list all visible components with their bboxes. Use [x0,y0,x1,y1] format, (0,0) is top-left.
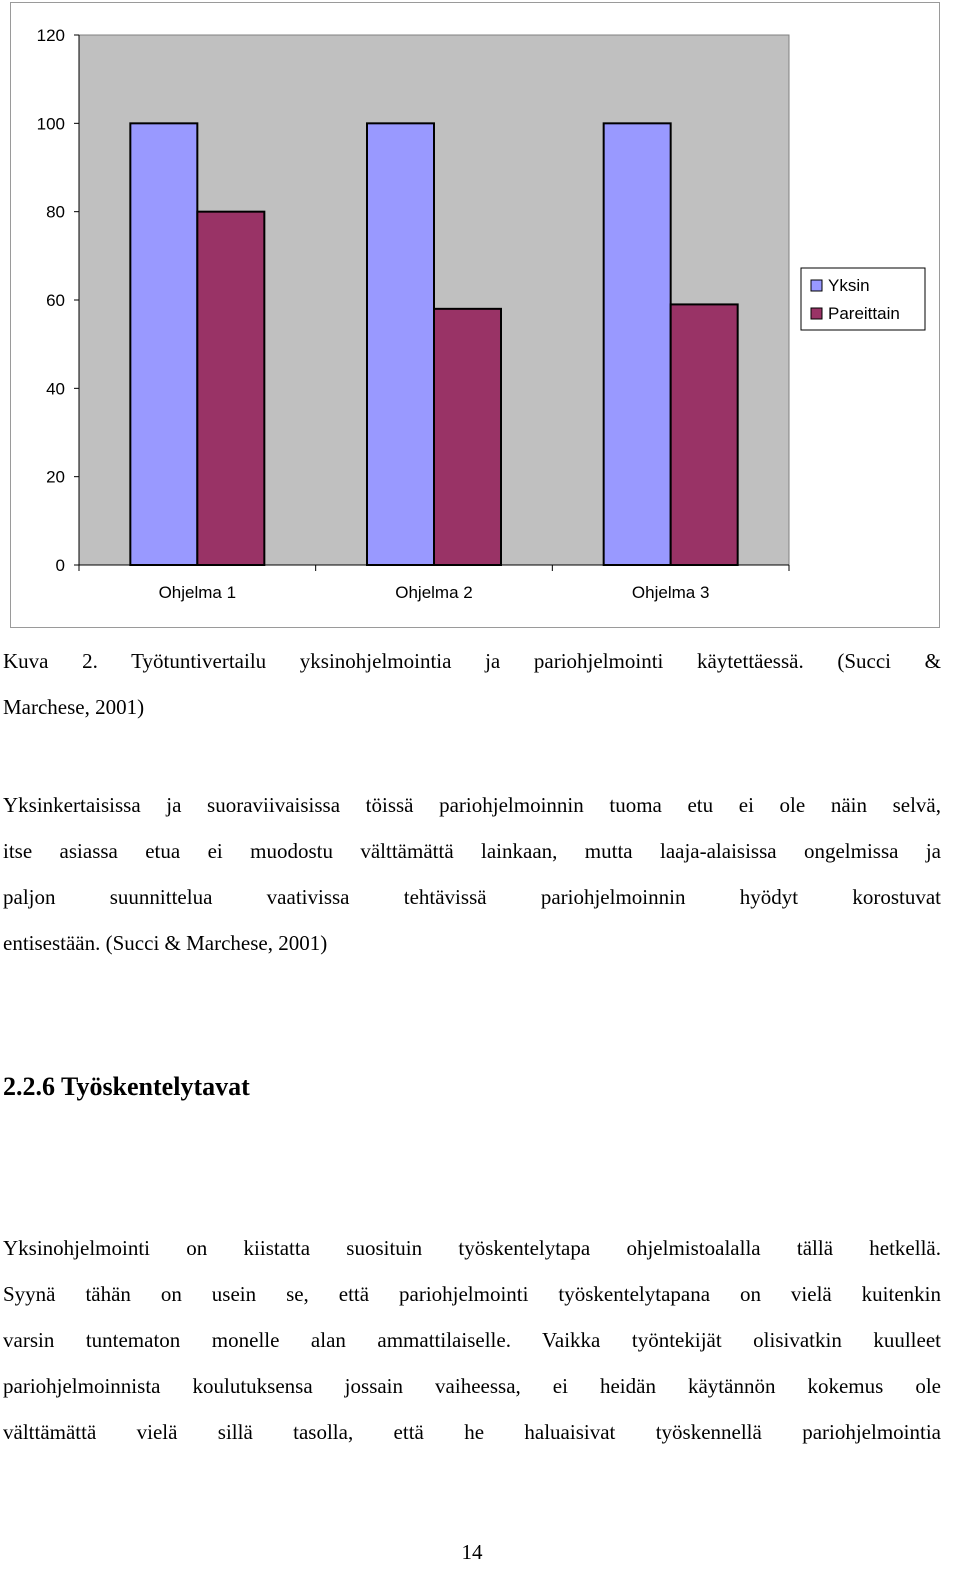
bar-pareittain [197,212,264,565]
chart-canvas [11,3,939,627]
bar-yksin [604,123,671,565]
y-tick-label: 60 [46,291,65,310]
y-tick-label: 80 [46,202,65,222]
bar-yksin [367,123,434,565]
bar-pareittain [671,304,738,565]
x-category-label: Ohjelma 3 [631,583,710,602]
bar-chart [10,2,940,628]
x-category-label: Ohjelma 1 [158,583,237,602]
paragraph-line: itse asiassa etua ei muodostu välttämättä lainkaan, mutta laaja-alaisissa ongelmissa ja [3,839,941,863]
legend-label: Yksin [828,276,870,295]
bar-pareittain [434,309,501,565]
section-heading: 2.2.6 Työskentelytavat [3,1072,250,1101]
legend-label: Pareittain [828,304,900,323]
bar-yksin [130,123,197,565]
paragraph-line: Syynä tähän on usein se, että pariohjelmointi työskentelytapana on vielä kuitenkin [3,1282,941,1306]
paragraph-line: pariohjelmoinnista koulutuksensa jossain vaiheessa, ei heidän käytännön kokemus ole [3,1374,941,1398]
caption-line: Marchese, 2001) [3,695,145,719]
y-tick-label: 0 [55,556,65,575]
paragraph-2 [3,1225,941,1455]
figure-caption [3,638,941,730]
legend-swatch [811,280,822,291]
page-number: 14 [461,1540,483,1564]
y-tick-label: 40 [46,379,65,399]
caption-line: Kuva 2. Työtuntivertailu yksinohjelmointia ja pariohjelmointi käytettäessä. (Succi & [3,649,941,673]
paragraph-line: varsin tuntematon monelle alan ammattilaiselle. Vaikka työntekijät olisivatkin kuulleet [3,1328,941,1352]
legend-swatch [811,308,822,319]
paragraph-line: Yksinkertaisissa ja suoraviivaisissa töissä pariohjelmoinnin tuoma etu ei ole näin selvä, [3,793,941,817]
y-tick-label: 20 [46,467,65,487]
y-tick-label: 120 [36,26,65,45]
paragraph-line: paljon suunnittelua vaativissa tehtävissä pariohjelmoinnin hyödyt korostuvat [3,885,941,909]
paragraph-line: Yksinohjelmointi on kiistatta suosituin työskentelytapa ohjelmistoalalla tällä hetkellä. [3,1236,941,1260]
paragraph-line: välttämättä vielä sillä tasolla, että he haluaisivat työskennellä pariohjelmointia [3,1420,941,1444]
x-category-label: Ohjelma 2 [395,583,473,602]
paragraph-line: entisestään. (Succi & Marchese, 2001) [3,931,328,955]
paragraph-1 [3,782,941,966]
y-tick-label: 100 [36,114,65,134]
